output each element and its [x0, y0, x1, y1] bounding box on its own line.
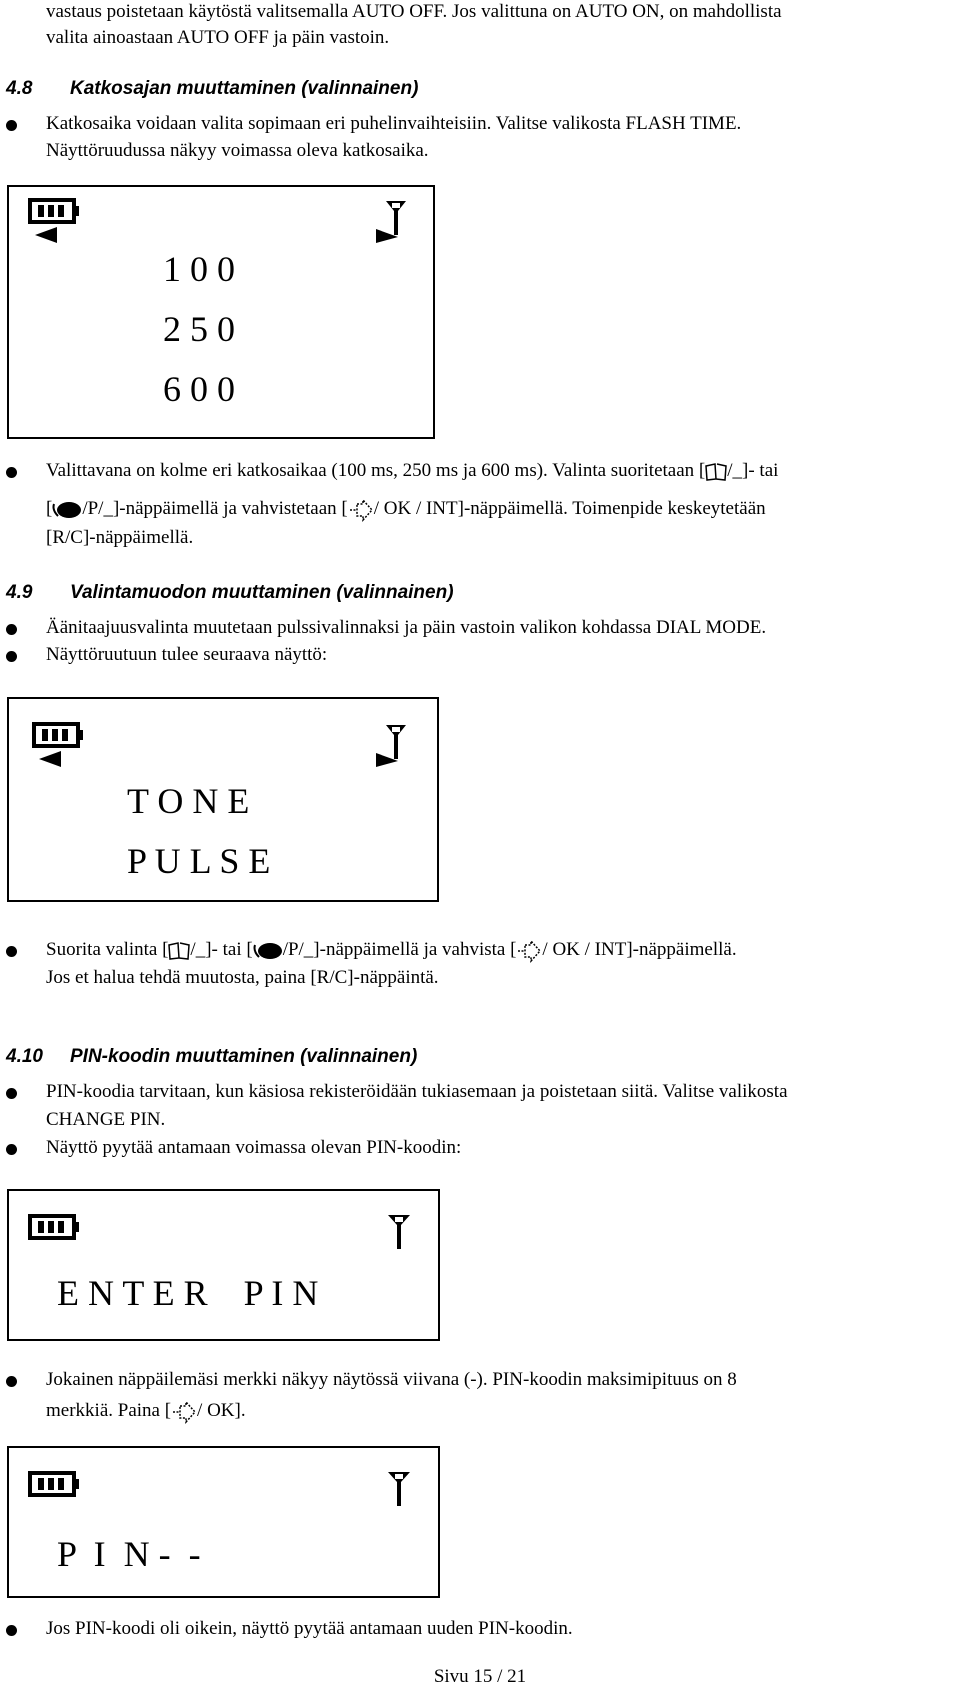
antenna-icon	[384, 1213, 414, 1253]
battery-icon	[27, 197, 83, 245]
phonebook-icon	[168, 942, 190, 960]
lcd-row: P U L S E	[127, 841, 271, 881]
bullet-icon	[6, 1376, 17, 1387]
antenna-icon	[374, 197, 414, 247]
phonebook-icon	[705, 463, 727, 481]
text-line	[46, 1399, 246, 1424]
lcd-row: 6 0 0	[163, 369, 235, 409]
confirm-arrow-icon	[516, 939, 542, 963]
text-span: merkkiä. Paina [	[46, 1400, 172, 1421]
bullet-icon	[6, 1088, 17, 1099]
text-line: valita ainoastaan AUTO OFF ja päin vastoin.	[46, 27, 390, 48]
lcd-display-dial-mode	[7, 697, 439, 902]
bullet-icon	[6, 651, 17, 662]
redial-icon	[52, 500, 82, 520]
bullet-icon	[6, 1625, 17, 1636]
antenna-icon	[384, 1470, 414, 1510]
section-number: 4.9	[6, 582, 33, 603]
text-line: Näyttöruudussa näkyy voimassa oleva katkosaika.	[46, 140, 429, 161]
text-span: /_]- tai	[727, 460, 779, 481]
battery-icon	[31, 721, 87, 769]
lcd-row: P I N - -	[57, 1534, 201, 1574]
lcd-row: T O N E	[127, 781, 250, 821]
confirm-arrow-icon	[171, 1400, 197, 1424]
text-span: /P/_]-näppäimellä ja vahvista [	[282, 939, 517, 960]
lcd-row: E N T E R P I N	[57, 1273, 319, 1313]
text-line	[46, 938, 737, 963]
bullet-icon	[6, 467, 17, 478]
bullet-icon	[6, 1144, 17, 1155]
antenna-icon	[374, 721, 414, 771]
section-heading-4-10	[6, 1046, 606, 1072]
text-span: Valittavana on kolme eri katkosaikaa (100 ms, 250 ms ja 600 ms). Valinta suoritetaan [	[46, 460, 706, 481]
text-line	[46, 459, 778, 483]
battery-icon	[27, 1470, 83, 1500]
text-span: [	[46, 498, 53, 519]
text-span: Suorita valinta [	[46, 939, 169, 960]
text-line: Jos et halua tehdä muutosta, paina [R/C]-näppäintä.	[46, 967, 439, 988]
text-span: /P/_]-näppäimellä ja vahvistetaan [	[82, 498, 348, 519]
text-span: / OK / INT]-näppäimellä.	[542, 939, 737, 960]
text-line: [R/C]-näppäimellä.	[46, 527, 194, 548]
bullet-icon	[6, 946, 17, 957]
lcd-display-pin-entry	[7, 1446, 440, 1598]
lcd-row: 2 5 0	[163, 309, 235, 349]
battery-icon	[27, 1213, 83, 1243]
text-line: Näyttö pyytää antamaan voimassa olevan PIN-koodin:	[46, 1137, 462, 1158]
text-line: Äänitaajuusvalinta muutetaan pulssivalinnaksi ja päin vastoin valikon kohdassa DIAL MODE.	[46, 617, 767, 638]
text-line: Näyttöruutuun tulee seuraava näyttö:	[46, 644, 328, 665]
section-number: 4.8	[6, 78, 33, 99]
lcd-display-enter-pin	[7, 1189, 440, 1341]
redial-icon	[253, 941, 283, 961]
lcd-row: 1 0 0	[163, 249, 235, 289]
section-heading-4-8	[6, 78, 606, 104]
text-line: vastaus poistetaan käytöstä valitsemalla AUTO OFF. Jos valittuna on AUTO ON, on mahdollista	[46, 1, 782, 22]
section-number: 4.10	[6, 1046, 43, 1067]
bullet-icon	[6, 120, 17, 131]
text-line: Jokainen näppäilemäsi merkki näkyy näytössä viivana (-). PIN-koodin maksimipituus on 8	[46, 1369, 737, 1390]
text-span: /_]- tai [	[190, 939, 253, 960]
section-title: Katkosajan muuttaminen (valinnainen)	[70, 78, 419, 99]
text-line	[46, 497, 766, 522]
page-number: Sivu 15 / 21	[433, 1666, 527, 1687]
bullet-icon	[6, 624, 17, 635]
section-title: Valintamuodon muuttaminen (valinnainen)	[70, 582, 454, 603]
section-heading-4-9	[6, 582, 606, 608]
text-line: Jos PIN-koodi oli oikein, näyttö pyytää antamaan uuden PIN-koodin.	[46, 1618, 573, 1639]
text-line: Katkosaika voidaan valita sopimaan eri puhelinvaihteisiin. Valitse valikosta FLASH TIME.	[46, 113, 742, 134]
lcd-display-flash-time	[7, 185, 435, 439]
text-line: PIN-koodia tarvitaan, kun käsiosa rekisteröidään tukiasemaan ja poistetaan siitä. Valitse valikosta	[46, 1081, 788, 1102]
text-span: / OK].	[197, 1400, 246, 1421]
section-title: PIN-koodin muuttaminen (valinnainen)	[70, 1046, 418, 1067]
confirm-arrow-icon	[348, 498, 374, 522]
text-span: / OK / INT]-näppäimellä. Toimenpide keskeytetään	[373, 498, 766, 519]
text-line: CHANGE PIN.	[46, 1109, 166, 1130]
